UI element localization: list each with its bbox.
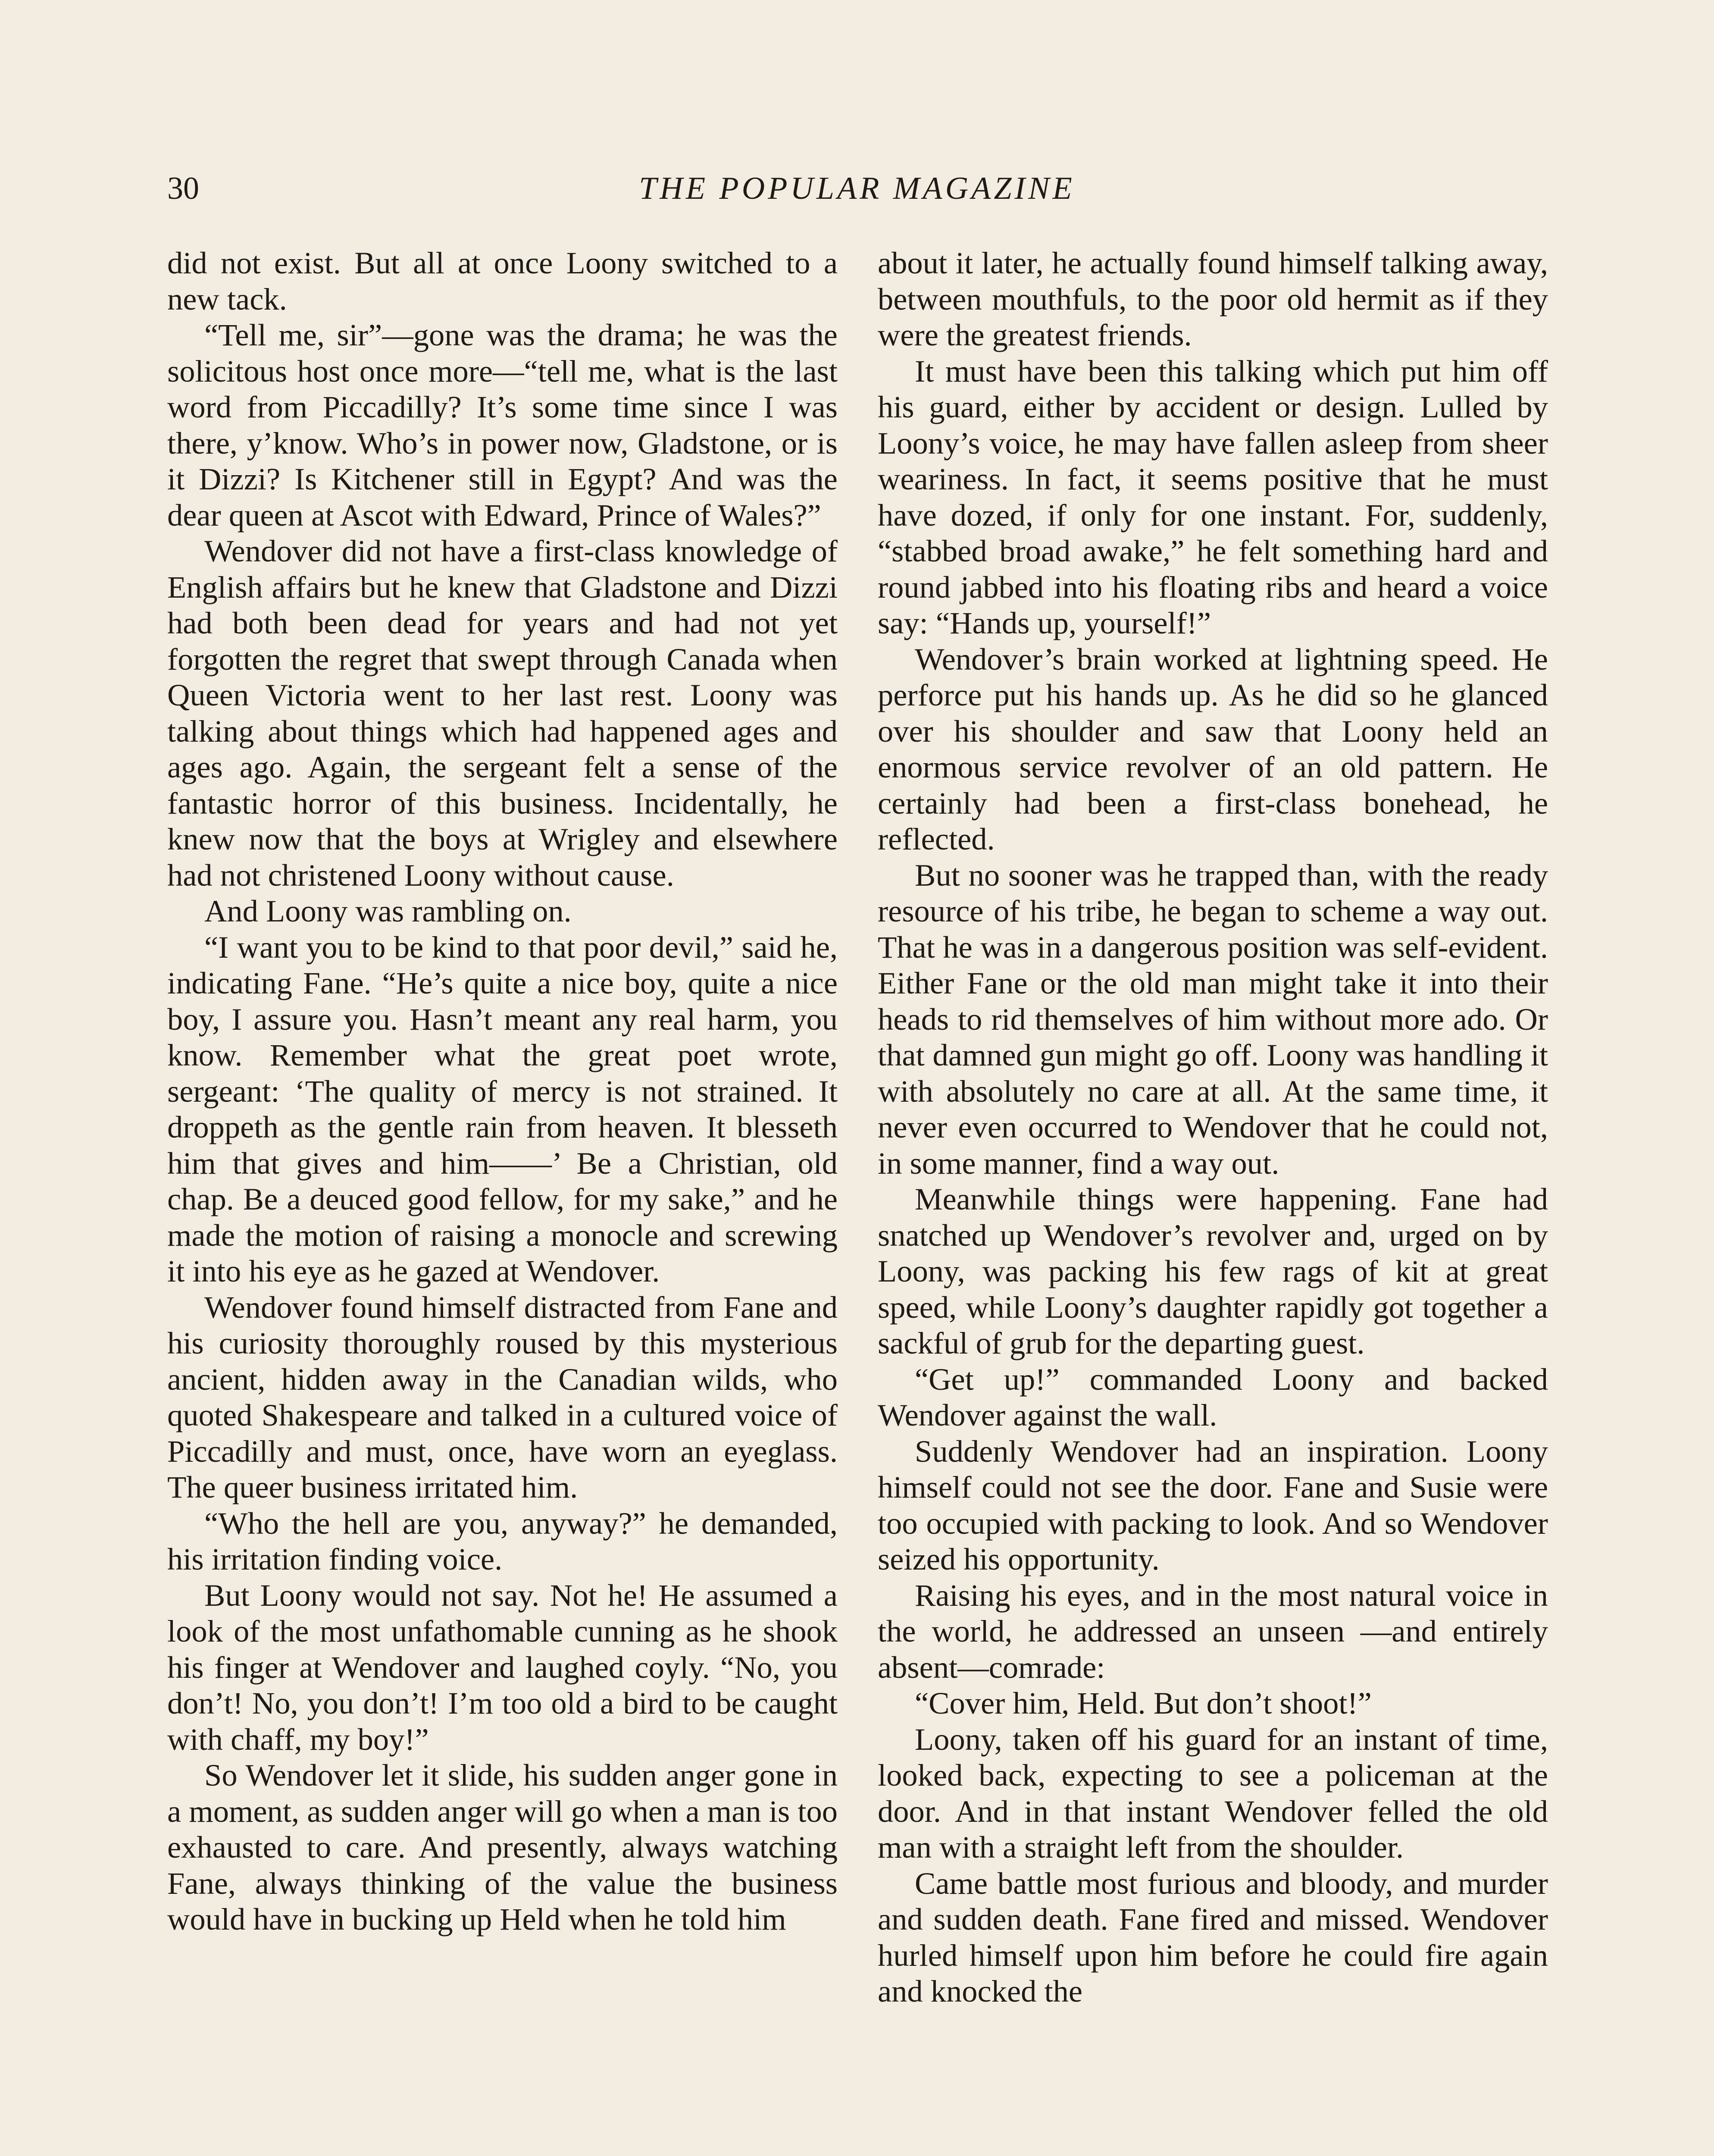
paragraph: Suddenly Wendover had an inspiration. Loony himself could not see the door. Fane and Susie were too occupied with packing to look. And so Wendover seized his opportunity.	[878, 1433, 1548, 1576]
paragraph: Wendover found himself distracted from Fane and his curiosity thoroughly roused by this mysterious ancient, hidden away in the Canadian wilds, who quoted Shakespeare and talked in a cultured voice of Piccadilly and must, once, have worn an eyeglass. The queer business irritated him.	[167, 1289, 838, 1504]
paragraph: But Loony would not say. Not he! He assumed a look of the most unfathomable cunning as he shook his finger at Wendover and laughed coyly. “No, you don’t! No, you don’t! I’m too old a bird to be caught with chaff, my boy!”	[167, 1577, 838, 1757]
paragraph: Wendover’s brain worked at lightning speed. He perforce put his hands up. As he did so he glanced over his shoulder and saw that Loony held an enormous service revolver of an old pattern. He certainly had been a first-class bonehead, he reflected.	[878, 641, 1548, 856]
paragraph: But no sooner was he trapped than, with the ready resource of his tribe, he began to scheme a way out. That he was in a dangerous position was self-evident. Either Fane or the old man might take it into their heads to rid themselves of him without more ado. Or that damned gun might go off. Loony was handling it with absolutely no care at all. At the same time, it never even occurred to Wendover that he could not, in some manner, find a way out.	[878, 857, 1548, 1181]
left-column	[167, 245, 838, 1937]
paragraph: Meanwhile things were happening. Fane had snatched up Wendover’s revolver and, urged on by Loony, was packing his few rags of kit at great speed, while Loony’s daughter rapidly got together a sackful of grub for the departing guest.	[878, 1181, 1548, 1360]
running-head: THE POPULAR MAGAZINE	[639, 171, 1075, 206]
paragraph: “Get up!” commanded Loony and backed Wendover against the wall.	[878, 1361, 1548, 1432]
paragraph: “I want you to be kind to that poor devil,” said he, indicating Fane. “He’s quite a nice boy, quite a nice boy, I assure you. Hasn’t meant any real harm, you know. Remember what the great poet wrote, sergeant: ‘The quality of mercy is not strained. It droppeth as the gentle rain from heaven. It blesseth him that gives and him——’ Be a Christian, old chap. Be a deuced good fellow, for my sake,” and he made the motion of raising a monocle and screwing it into his eye as he gazed at Wendover.	[167, 929, 838, 1288]
paragraph: So Wendover let it slide, his sudden anger gone in a moment, as sudden anger will go when a man is too exhausted to care. And presently, always watching Fane, always thinking of the value the business would have in bucking up Held when he told him	[167, 1758, 838, 1937]
page-number: 30	[167, 171, 199, 206]
paragraph: Raising his eyes, and in the most natural voice in the world, he addressed an unseen —and entirely absent—comrade:	[878, 1577, 1548, 1685]
paragraph: Wendover did not have a first-class knowledge of English affairs but he knew that Gladstone and Dizzi had both been dead for years and had not yet forgotten the regret that swept through Canada when Queen Victoria went to her last rest. Loony was talking about things which had happened ages and ages ago. Again, the sergeant felt a sense of the fantastic horror of this business. Incidentally, he knew now that the boys at Wrigley and elsewhere had not christened Loony without cause.	[167, 533, 838, 893]
paragraph: Came battle most furious and bloody, and murder and sudden death. Fane fired and missed. Wendover hurled himself upon him before he could fire again and knocked the	[878, 1865, 1548, 2009]
paragraph: “Who the hell are you, anyway?” he demanded, his irritation finding voice.	[167, 1505, 838, 1576]
paragraph: Loony, taken off his guard for an instant of time, looked back, expecting to see a policeman at the door. And in that instant Wendover felled the old man with a straight left from the shoulder.	[878, 1721, 1548, 1865]
paragraph: did not exist. But all at once Loony switched to a new tack.	[167, 245, 838, 317]
right-column	[878, 245, 1548, 2009]
paragraph: It must have been this talking which put him off his guard, either by accident or design. Lulled by Loony’s voice, he may have fallen asleep from sheer weariness. In fact, it seems positive that he must have dozed, if only for one instant. For, suddenly, “stabbed broad awake,” he felt something hard and round jabbed into his floating ribs and heard a voice say: “Hands up, yourself!”	[878, 353, 1548, 640]
paragraph: And Loony was rambling on.	[204, 893, 572, 928]
paragraph: “Cover him, Held. But don’t shoot!”	[915, 1686, 1372, 1720]
paragraph: “Tell me, sir”—gone was the drama; he was the solicitous host once more—“tell me, what is the last word from Piccadilly? It’s some time since I was there, y’know. Who’s in power now, Gladstone, or is it Dizzi? Is Kitchener still in Egypt? And was the dear queen at Ascot with Edward, Prince of Wales?”	[167, 317, 838, 533]
paragraph: about it later, he actually found himself talking away, between mouthfuls, to the poor old hermit as if they were the greatest friends.	[878, 245, 1548, 352]
